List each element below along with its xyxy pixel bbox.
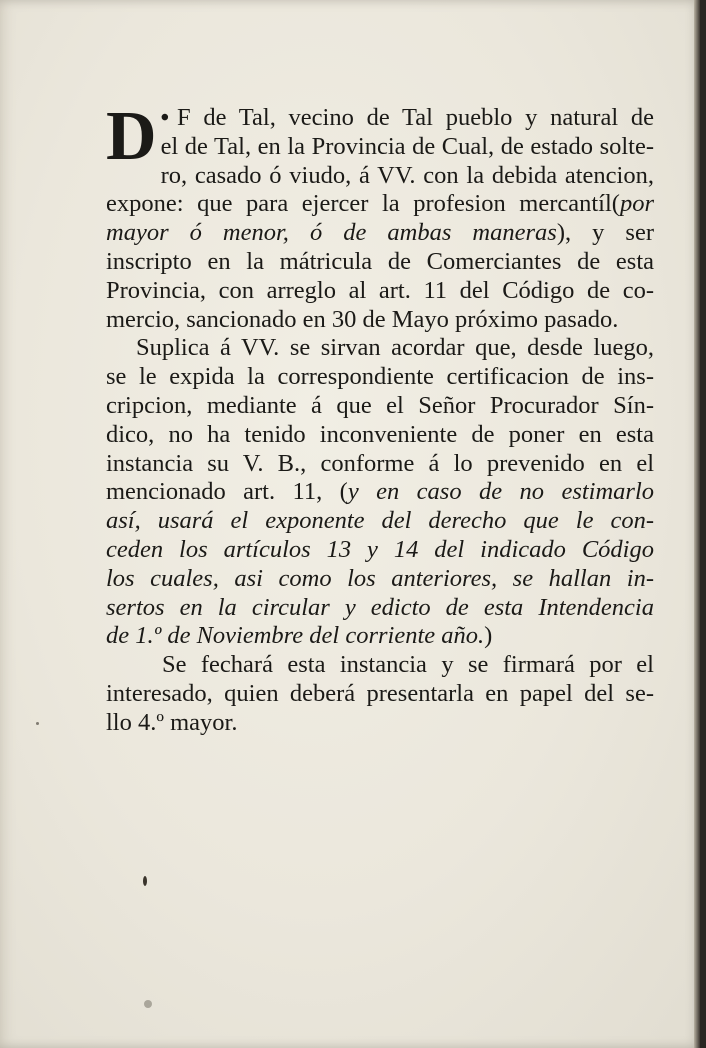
text-line: • F de Tal, vecino de Tal pueblo y natural de: [160, 104, 654, 131]
text-line: así, usará el exponente del derecho que le con-: [106, 507, 654, 535]
text-line: interesado, quien deberá presentarla en papel del se-: [106, 679, 654, 707]
ink-speck: [144, 1000, 152, 1008]
text-line: los cuales, asi como los anteriores, se hallan in-: [106, 564, 654, 592]
page-edge: [694, 0, 700, 1048]
text-line: de 1.º de Noviembre del corriente año.): [106, 622, 493, 650]
text-line: dico, no ha tenido inconveniente de poner en esta: [106, 420, 654, 448]
text-line: Provincia, con arreglo al art. 11 del Código de co-: [106, 276, 654, 304]
text-line: mencionado art. 11, (y en caso de no estimarlo: [106, 478, 654, 506]
text-line: expone: que para ejercer la profesion mercantíl(por: [106, 190, 654, 218]
text-line: cripcion, mediante á que el Señor Procurador Sín-: [106, 391, 654, 419]
ink-speck: [36, 722, 39, 725]
text-line: mercio, sancionado en 30 de Mayo próximo pasado.: [106, 305, 619, 333]
text-line: inscripto en la mátricula de Comerciantes de esta: [106, 247, 654, 275]
text-line: ceden los artículos 13 y 14 del indicado Código: [106, 535, 654, 563]
ink-speck: [143, 876, 147, 886]
document-text: [106, 98, 654, 738]
text-line: Se fechará esta instancia y se firmará por el: [162, 651, 654, 679]
drop-cap: D: [106, 98, 157, 175]
text-line: mayor ó menor, ó de ambas maneras), y ser: [106, 219, 654, 247]
text-line: Suplica á VV. se sirvan acordar que, desde luego,: [136, 334, 654, 362]
text-line: el de Tal, en la Provincia de Cual, de estado solte-: [160, 132, 654, 160]
text-line: sertos en la circular y edicto de esta Intendencia: [106, 593, 654, 621]
text-line: llo 4.º mayor.: [106, 708, 238, 736]
text-line: se le expida la correspondiente certificacion de ins-: [106, 363, 654, 391]
text-line: instancia su V. B., conforme á lo prevenido en el: [106, 449, 654, 477]
text-line: ro, casado ó viudo, á VV. con la debida atencion,: [160, 161, 654, 189]
